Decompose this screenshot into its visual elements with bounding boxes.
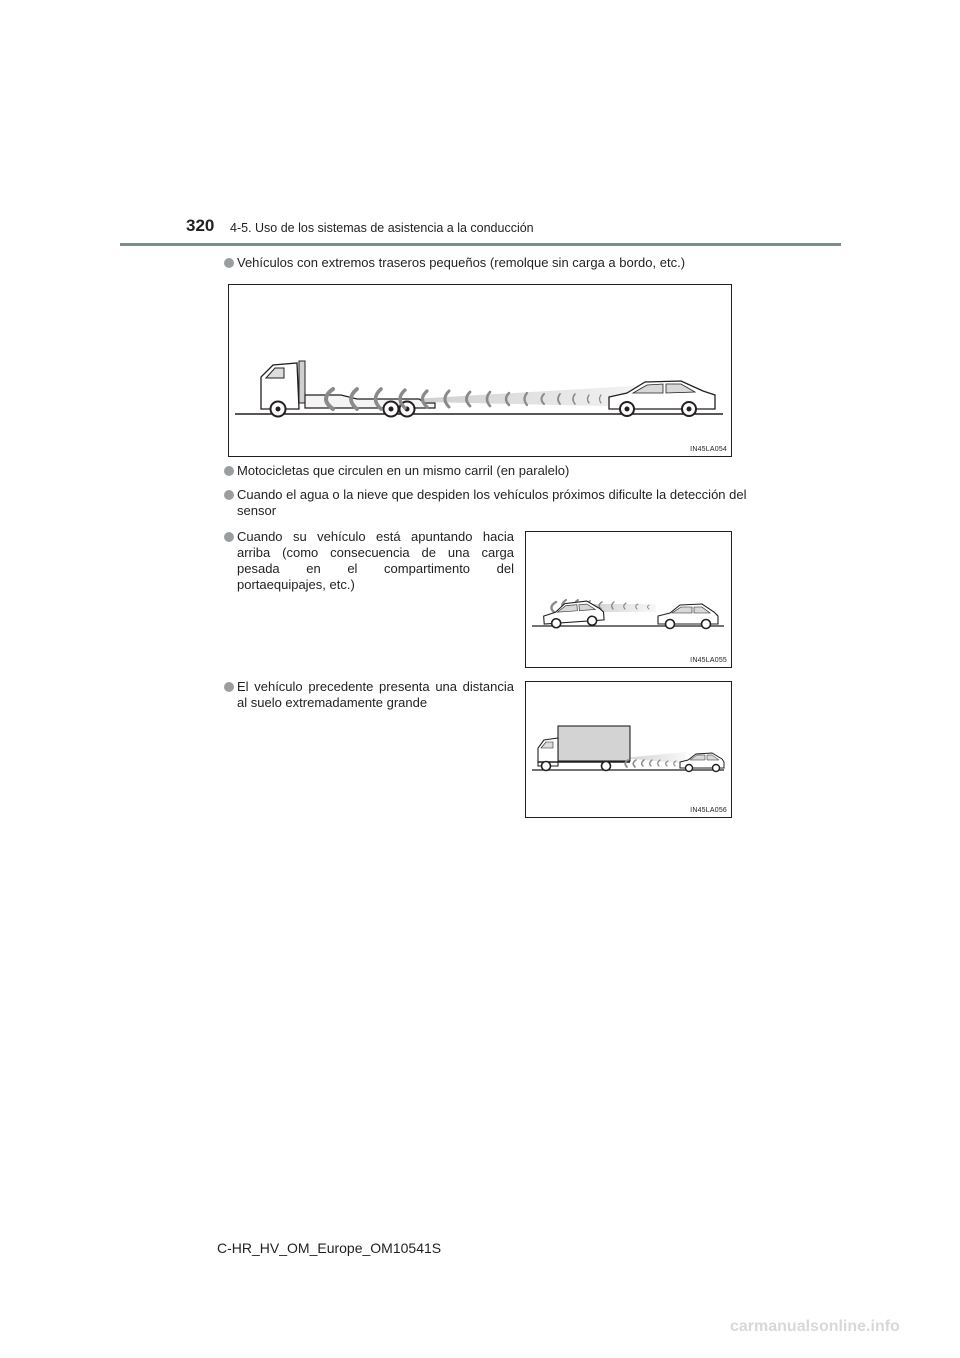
page-number: 320: [186, 216, 215, 235]
list-item-text: Cuando su vehículo está apuntando hacia arriba (como consecuencia de una carga pesada en el compartimento del portaequipajes, etc.): [237, 529, 514, 592]
list-item-text: El vehículo precedente presenta una distancia al suelo extremadamente grande: [237, 679, 514, 710]
list-item: [224, 463, 764, 479]
figure-code: IN45LA056: [690, 807, 727, 814]
high-clearance-truck-illustration: [526, 682, 731, 817]
figure-code: IN45LA055: [690, 657, 727, 664]
bullet-icon: [224, 258, 234, 268]
car-pointing-up-illustration: [526, 532, 731, 667]
section-title: 4-5. Uso de los sistemas de asistencia a la conducción: [230, 221, 534, 235]
figure-code: IN45LA054: [690, 446, 727, 453]
bullet-icon: [224, 466, 234, 476]
list-item-text: Cuando el agua o la nieve que despiden los vehículos próximos dificulte la detección del sensor: [237, 487, 747, 518]
figure-high-clearance-truck: [525, 681, 732, 818]
list-item: [224, 255, 764, 271]
bullet-icon: [224, 490, 234, 500]
list-item: [224, 529, 514, 593]
watermark[interactable]: carmanualsonline.info: [730, 1318, 900, 1335]
bullet-icon: [224, 682, 234, 692]
list-item: [224, 487, 764, 519]
header-rule: [120, 243, 841, 246]
flatbed-truck-illustration: [229, 285, 731, 456]
footer-doc-id: C-HR_HV_OM_Europe_OM10541S: [217, 1240, 442, 1256]
figure-car-pointing-up: [525, 531, 732, 668]
list-item: [224, 679, 514, 711]
list-item-text: Motocicletas que circulen en un mismo carril (en paralelo): [237, 463, 570, 478]
bullet-icon: [224, 532, 234, 542]
list-item-text: Vehículos con extremos traseros pequeños (remolque sin carga a bordo, etc.): [237, 255, 686, 270]
figure-flatbed-truck: [228, 284, 732, 457]
